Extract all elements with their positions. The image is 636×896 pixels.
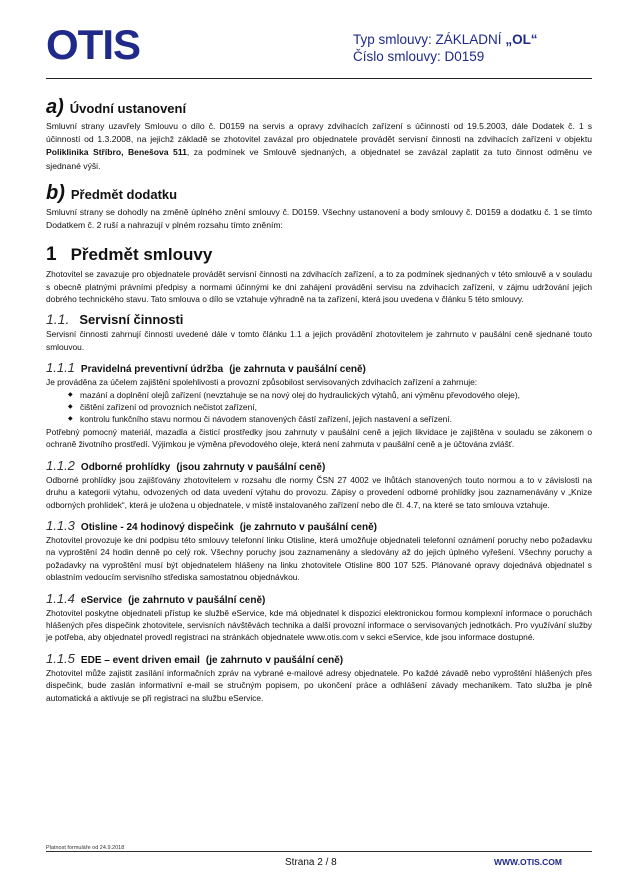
chapter-1-title: Předmět smlouvy [70, 245, 213, 265]
section-b-letter: b) [46, 181, 65, 204]
chapter-1-heading [46, 244, 592, 266]
header-divider [46, 78, 592, 79]
section-a-text [46, 120, 592, 173]
list-item: ◆ kontrolu funkčního stavu normou či návodem stanovených částí zařízení, jejich nastavení a seřízení. [68, 413, 592, 425]
section-1-1-3-heading [46, 518, 592, 533]
contract-type-value: „OL“ [505, 32, 538, 47]
section-1-1-heading [46, 311, 592, 327]
contract-header [353, 31, 538, 65]
contract-type-label: Typ smlouvy: ZÁKLADNÍ [353, 32, 502, 47]
section-1-1-3-text: Zhotovitel provozuje ke dni podpisu této smlouvy telefonní linku Otisline, která umožňuje objednateli telefonní oznámení poruchy nebo požadavku na vyproštění 24 hodin denně po celý rok. Všechny poruchy jsou zaznamenány a sledovány až do jejich úplného vyřešení. Všechny poruchy a požadavky na vyproštění musí být objednatelem hlášeny na linku zhotovitele Otisline 800 107 525. Plánované opravy dojednává objednatel s oblastním vedoucím servisního střediska samostatnou objednávkou. [46, 534, 592, 583]
section-1-1-2-title: Odborné prohlídky [80, 461, 171, 473]
section-a-title: Úvodní ustanovení [69, 101, 187, 116]
section-1-1-4-text: Zhotovitel poskytne objednateli přístup ke službě eService, kde má objednatel k dispozici elektronickou formou komplexní informace o poruchách hlášených přes dispečink zhotovitele, servisních návštěvách technika a další provozní informace o servisovaných jednotkách. Pro využívání služby je potřeba, aby objednatel provedl registraci na stránkách objednatele www.otis.com v sekci eService, kde jsou informace dostupné. [46, 607, 592, 643]
maintenance-list [68, 389, 592, 426]
section-a-text-2: , za podmínek ve Smlouvě sjednaných, a objednatel se zavázal zaplatit za tuto činnost odměnu ve sjednané výši. [46, 147, 592, 171]
section-1-1-1-number: 1.1.1 [46, 360, 75, 376]
section-1-1-2-number: 1.1.2 [46, 457, 75, 473]
section-1-1-2-text: Odborné prohlídky jsou zajišťovány zhotovitelem v rozsahu dle normy ČSN 27 4002 ve lhůtách stanovených touto normou a to v závislosti na druhu a kategorii výtahu, odvozených od data uvedení výtahu do provozu. Zápisy o provedení odborné prohlídky jsou zaznamenávány v „Knize odborných prohlídek“, která je uložena u objednatele, v místě instalovaného zařízení nebo dle čl. 4.7, na které se tato smlouva vztahuje. [46, 474, 592, 510]
section-1-1-3-title: Otisline - 24 hodinový dispečink [80, 521, 234, 533]
otis-logo: OTIS [46, 21, 141, 68]
website-link[interactable]: WWW.OTIS.COM [494, 857, 562, 867]
section-a-heading [46, 96, 592, 119]
section-1-1-5-note: (je zahrnuto v paušální ceně) [205, 654, 344, 666]
section-1-1-number: 1.1. [46, 311, 70, 328]
section-b-text: Smluvní strany se dohodly na změně úplného znění smlouvy č. D0159. Všechny ustanovení a body smlouvy č. D0159 a dodatku č. 1 se tímto Dodatkem č. 2 ruší a nahrazují v plném rozsahu tímto zněním: [46, 206, 592, 231]
list-item: ◆ mazání a doplnění olejů zařízení (nevztahuje se na nový olej do hydraulických výtahů, ani výměnu převodového oleje), [68, 389, 592, 401]
section-1-1-5-title: EDE – event driven email [80, 654, 200, 666]
list-item: ◆ čištění zařízení od provozních nečistot zařízení, [68, 401, 592, 413]
section-b-title: Předmět dodatku [70, 186, 178, 202]
section-1-1-1-note: (je zahrnuta v paušální ceně) [229, 364, 366, 376]
section-1-1-1-outro: Potřebný pomocný materiál, mazadla a čisticí prostředky jsou zahrnuty v paušální ceně a jejich likvidace je zajištěna v souladu se zákonem o ochraně životního prostředí. Výjimkou je výměna převodového oleje, která není zahrnuta v paušální ceně a je účtována zvlášť. [46, 426, 592, 450]
footer-divider [46, 851, 592, 852]
section-a-letter: a) [46, 96, 64, 118]
section-1-1-2-heading [46, 458, 592, 473]
section-1-1-4-heading [46, 591, 592, 606]
section-1-1-1-intro: Je prováděna za účelem zajištění spolehlivosti a provozní způsobilost servisovaných zdvihacích zařízení a zahrnuje: [46, 377, 478, 388]
section-1-1-title: Servisní činnosti [79, 312, 184, 328]
chapter-1-number: 1 [46, 244, 57, 266]
contract-type [353, 31, 538, 48]
section-1-1-4-title: eService [80, 594, 123, 606]
section-1-1-5-text: Zhotovitel může zajistit zasílání informačních zpráv na vybrané e-mailové adresy objednatele. Po každé závadě nebo vyproštění hlášených přes dispečink, bude zaslán informativní e-mail se stručným popisem, po ukončení práce a odhlášení závady mechanikem. Tato služba je plně automatická a aktivuje se při registraci na službu eService. [46, 667, 592, 703]
form-validity: Platnost formuláře od 24.9.2018 [46, 845, 125, 851]
document-body [46, 96, 592, 704]
section-a-object: Poliklinika Stříbro, Benešova 511 [46, 147, 187, 158]
section-1-1-4-number: 1.1.4 [46, 590, 75, 606]
page-number: Strana 2 / 8 [285, 857, 337, 868]
section-1-1-3-note: (je zahrnuto v paušální ceně) [239, 521, 377, 533]
section-1-1-2-note: (jsou zahrnuty v paušální ceně) [176, 461, 326, 473]
section-1-1-5-number: 1.1.5 [46, 650, 75, 666]
section-a-text-1: Smluvní strany uzavřely Smlouvu o dílo č. D0159 na servis a opravy zdvihacích zařízení s účinností od 19.5.2003, dále Dodatek č. 1 s účinností od 1.3.2008, na jejichž základě se zhotovitel zavázal pro objednatele provádět servisní činnosti na zdvihacích zařízení v objektu [46, 121, 592, 145]
section-1-1-1-title: Pravidelná preventivní údržba [80, 364, 224, 376]
section-1-1-4-note: (je zahrnuto v paušální ceně) [128, 594, 266, 606]
section-1-1-3-number: 1.1.3 [46, 517, 75, 533]
contract-number: Číslo smlouvy: D0159 [353, 49, 485, 64]
section-1-1-5-heading [46, 651, 592, 666]
section-b-heading [46, 182, 592, 205]
chapter-1-text: Zhotovitel se zavazuje pro objednatele provádět servisní činnosti na zdvihacích zařízení, a to za podmínek sjednaných v této smlouvě a v souladu s obecně platnými právními předpisy a normami účinnými ke dni zahájení provádění servisu na zdvihacích zařízení, v zájmu udržování jejich dobrého technického stavu. Tato smlouva o dílo se vztahuje výhradně na ta zařízení, která jsou uvedena v článku 5 této smlouvy. [46, 269, 592, 305]
section-1-1-text: Servisní činnosti zahrnují činnosti uvedené dále v tomto článku 1.1 a jejich provádění zhotovitelem je zahrnuto v paušální ceně sjednané touto smlouvou. [46, 329, 592, 352]
section-1-1-1-heading [46, 360, 592, 375]
